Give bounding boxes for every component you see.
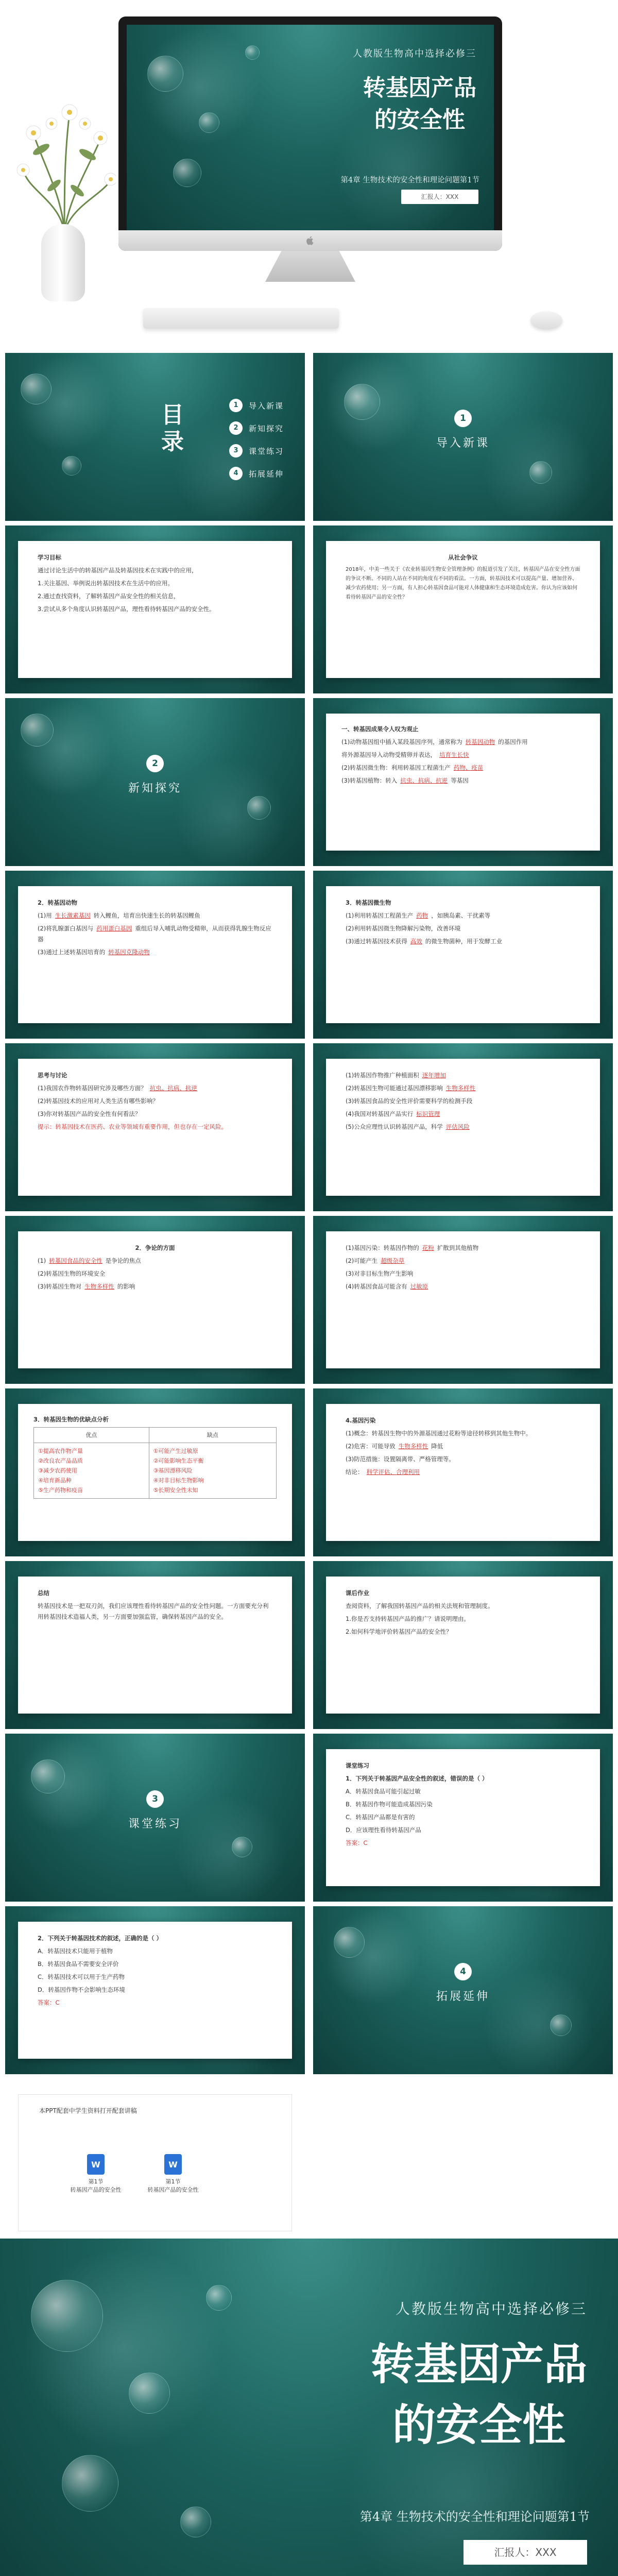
files-note: 本PPT配套中学生资料打开配套讲稿 — [39, 2107, 137, 2114]
section-title: 课堂练习 — [128, 1818, 182, 1831]
content-card — [326, 1059, 600, 1196]
svg-text:W: W — [168, 2160, 178, 2170]
slide-section-3 — [5, 1734, 305, 1902]
toc-number: 2 — [229, 421, 243, 435]
answer: 答案：C — [38, 1999, 60, 2006]
section-number: 4 — [454, 1963, 472, 1980]
table-header: 优点 — [34, 1428, 149, 1443]
answer: 答案：C — [346, 1839, 368, 1846]
bubble-decoration — [247, 796, 271, 820]
hero-subtitle: 人教版生物高中选择必修三 — [353, 48, 476, 59]
option: C．转基因技术可以用于生产药物 — [38, 1973, 125, 1980]
file-label-line1: 第1节 — [88, 2178, 104, 2185]
comparison-table — [33, 1427, 277, 1499]
toc-label: 课堂练习 — [249, 446, 284, 456]
content-card — [326, 1749, 600, 1886]
apple-logo-icon — [305, 235, 315, 246]
content-card — [326, 886, 600, 1023]
slide-files — [5, 2079, 305, 2247]
bubble-decoration — [62, 2455, 118, 2512]
content-card — [18, 1231, 292, 1368]
card-line: (2)危害：可能导致 生物多样性 降低 — [346, 1443, 443, 1450]
card-heading: 2．转基因动物 — [38, 899, 78, 906]
slide-toc — [5, 353, 305, 521]
toc-label: 拓展延伸 — [249, 469, 284, 479]
word-file-icon — [164, 2154, 182, 2175]
toc-item[interactable] — [229, 462, 284, 485]
file-label-line1: 第1节 — [165, 2178, 181, 2185]
hero-chapter: 第4章 生物技术的安全性和理论问题第1节 — [340, 176, 479, 184]
flower-bouquet-image — [13, 93, 116, 232]
option: A．转基因食品可能引起过敏 — [346, 1788, 421, 1795]
card-line: (5)公众应理性认识转基因产品，科学 评估风险 — [346, 1123, 470, 1130]
card-line: 通过讨论生活中的转基因产品及转基因技术在实践中的应用， — [38, 567, 198, 574]
svg-text:W: W — [91, 2160, 100, 2170]
bubble-decoration — [147, 56, 183, 92]
section-header — [313, 1963, 613, 2004]
bubble-decoration — [232, 1837, 252, 1857]
bubble-decoration — [245, 45, 260, 60]
card-paragraph: 转基因技术是一把双刃剑，我们应该理性看待转基因产品的安全性问题。一方面要充分利用转基因技术造福人类，另一方面要加强监管，确保转基因产品的安全。 — [38, 1602, 269, 1620]
card-line: (1)用 生长激素基因 转入鲤鱼，培育出快速生长的转基因鲤鱼 — [38, 912, 200, 919]
card-line: (4)转基因食品可能含有 过敏原 — [346, 1283, 428, 1290]
card-line: (2)可能产生 超级杂草 — [346, 1257, 405, 1264]
card-heading: 3．转基因微生物 — [346, 899, 391, 906]
slide-q4 — [313, 1043, 613, 1211]
slide-summary — [5, 1561, 305, 1729]
toc-item[interactable] — [229, 394, 284, 417]
option: D．转基因作物不会影响生态环境 — [38, 1986, 125, 1993]
card-heading: 总结 — [38, 1589, 49, 1597]
bubble-decoration — [334, 1927, 365, 1958]
section-number: 2 — [146, 755, 164, 772]
slide-q3 — [313, 871, 613, 1039]
card-line: (1)基因污染：转基因作物的 花粉 扩散到其他植物 — [346, 1244, 479, 1251]
file-item[interactable] — [67, 2154, 124, 2194]
vase — [41, 224, 85, 301]
slide-section-2 — [5, 698, 305, 866]
card-line: (3)你对转基因产品的安全性有何看法？ — [38, 1110, 141, 1117]
files-card — [18, 2094, 292, 2231]
card-line: (1)概念：转基因生物中的外源基因通过花粉等途径转移到其他生物中。 — [346, 1430, 532, 1437]
hero-title-line1: 转基因产品 — [363, 75, 476, 101]
card-heading: 2．争论的方面 — [135, 1244, 175, 1251]
toc-label: 新知探究 — [249, 423, 284, 433]
slide-regulate — [313, 1388, 613, 1556]
bubble-decoration — [62, 456, 81, 476]
card-line: (2)利用转基因微生物降解污染物，改善环境 — [346, 925, 461, 932]
content-card — [18, 1922, 292, 2059]
card-line: (1) 转基因食品的安全性 是争论的焦点 — [38, 1257, 141, 1264]
card-heading: 3．转基因生物的优缺点分析 — [33, 1416, 109, 1423]
card-line: (1)我国农作物转基因研究涉及哪些方面？ 抗虫、抗病、抗逆 — [38, 1084, 197, 1092]
content-card — [326, 541, 600, 678]
monitor-screen — [127, 25, 494, 231]
hero-title — [363, 72, 476, 136]
slide-q2 — [5, 871, 305, 1039]
slide-homework — [313, 1561, 613, 1729]
card-line: (1)利用转基因工程菌生产 药物 ，如胰岛素、干扰素等 — [346, 912, 491, 919]
bubble-decoration — [21, 714, 54, 747]
card-line: (2)转基因微生物：利用转基因工程菌生产 药物、疫苗 — [341, 764, 484, 771]
card-line: 2.通过查找资料，了解转基因产品安全性的相关信息， — [38, 592, 180, 600]
card-heading: 课后作业 — [346, 1589, 369, 1597]
card-tip: 提示：转基因技术在医药、农业等领域有重要作用，但也存在一定风险。 — [38, 1123, 227, 1130]
slide-table — [5, 1388, 305, 1556]
section-header — [313, 410, 613, 450]
content-card — [326, 1231, 600, 1368]
slide-exercise-1 — [313, 1734, 613, 1902]
monitor — [118, 16, 502, 251]
card-line: 查阅资料，了解我国转基因产品的相关法规和管理制度。 — [346, 1602, 494, 1609]
table-cell-cons: ①可能产生过敏原 ②可能影响生态平衡 ③基因漂移风险 ④对非目标生物影响 ⑤长期安全性未知 — [149, 1443, 276, 1499]
card-heading: 学习目标 — [38, 554, 61, 561]
card-line: 3.尝试从多个角度认识转基因产品，理性看待转基因产品的安全性。 — [38, 605, 215, 613]
bubble-decoration — [31, 1759, 65, 1793]
card-line: (3)转基因生物对 生物多样性 的影响 — [38, 1283, 135, 1290]
card-line: (3)对非目标生物产生影响 — [346, 1270, 414, 1277]
toc-number: 1 — [229, 399, 243, 412]
hero-reporter: 汇报人：XXX — [401, 190, 478, 204]
toc-title: 目录 — [161, 402, 184, 455]
option: A．转基因技术只能用于植物 — [38, 1947, 113, 1955]
section-number: 3 — [146, 1790, 164, 1808]
section-title: 导入新课 — [436, 437, 490, 450]
content-card — [18, 1404, 292, 1541]
bubble-decoration — [529, 461, 552, 484]
bubble-decoration — [199, 112, 219, 133]
slide-debate — [5, 1216, 305, 1384]
card-line: (2)转基因技术的应用对人类生活有哪些影响？ — [38, 1097, 159, 1105]
banner-reporter: 汇报人：XXX — [464, 2540, 587, 2565]
card-heading: 4.基因污染 — [346, 1417, 376, 1424]
table-header: 缺点 — [149, 1428, 276, 1443]
slide-section-4 — [313, 1906, 613, 2074]
card-line: 1.你是否支持转基因产品的推广？请说明理由。 — [346, 1615, 470, 1622]
option: C．转基因产品都是有害的 — [346, 1814, 415, 1821]
question: 1．下列关于转基因产品安全性的叙述，错误的是（ ） — [346, 1775, 488, 1782]
question: 2．下列关于转基因技术的叙述，正确的是（ ） — [38, 1935, 163, 1942]
bubble-decoration — [206, 2285, 232, 2311]
content-card — [326, 1577, 600, 1714]
bubble-decoration — [21, 374, 52, 404]
option: B．转基因作物可能造成基因污染 — [346, 1801, 433, 1808]
keyboard — [143, 308, 339, 329]
slide-q1 — [313, 698, 613, 866]
toc-label: 导入新课 — [249, 401, 284, 411]
section-number: 1 — [454, 410, 472, 427]
bubble-decoration — [173, 159, 201, 187]
card-heading: 一、转基因成果令人叹为观止 — [341, 725, 419, 733]
section-title: 拓展延伸 — [436, 1990, 490, 2003]
section-title: 新知探究 — [128, 782, 182, 795]
content-card — [18, 1059, 292, 1196]
card-line: (1)动物基因组中插入某段基因序列，通常称为 转基因动物 的基因作用 — [341, 738, 528, 745]
card-line: (4)我国对转基因产品实行 标识管理 — [346, 1110, 440, 1117]
card-heading: 课堂练习 — [346, 1762, 369, 1769]
content-card — [18, 886, 292, 1023]
card-line: 将外源基因导入动物受精卵并表达， 培育生长快 — [341, 751, 469, 758]
card-line: (2)转基因生物的环境安全 — [38, 1270, 106, 1277]
card-line: (3)转基因植物：转入 抗虫、抗病、抗逆 等基因 — [341, 777, 469, 784]
file-label-line2: 转基因产品的安全性 — [147, 2187, 199, 2193]
section-header — [5, 1790, 305, 1831]
banner-title — [371, 2334, 587, 2455]
option: D．应该理性看待转基因产品 — [346, 1826, 421, 1834]
hero-mockup — [0, 0, 618, 345]
toc-list — [229, 394, 284, 485]
card-line: (2)将乳腺蛋白基因与 药用蛋白基因 重组后导入哺乳动物受精卵，从而获得乳腺生物反应器 — [38, 925, 271, 943]
slide-exercise-2 — [5, 1906, 305, 2074]
card-line: (3)通过转基因技术获得 高效 的微生物菌种，用于发酵工业 — [346, 938, 503, 945]
card-line: 2.如何科学地评价转基因产品的安全性？ — [346, 1628, 452, 1635]
table-cell-pros: ①提高农作物产量 ②改良农产品品质 ③减少农药使用 ④培育新品种 ⑤生产药物和疫苗 — [34, 1443, 149, 1499]
bubble-decoration — [180, 2506, 211, 2537]
slide-q5 — [313, 1216, 613, 1384]
slide-section-1 — [313, 353, 613, 521]
word-file-icon — [87, 2154, 105, 2175]
content-card — [326, 714, 600, 851]
content-card — [326, 1404, 600, 1541]
card-line: (2)转基因生物可能通过基因漂移影响 生物多样性 — [346, 1084, 476, 1092]
banner-title-line1: 转基因产品 — [370, 2339, 587, 2389]
toc-number: 3 — [229, 444, 243, 457]
card-heading: 思考与讨论 — [38, 1072, 67, 1079]
card-line: 结论： 科学评估、合理利用 — [346, 1468, 420, 1476]
banner-chapter: 第4章 生物技术的安全性和理论问题第1节 — [359, 2510, 590, 2524]
card-line: (1)转基因作物推广种植面积 逐年增加 — [346, 1072, 446, 1079]
bubble-decoration — [129, 2372, 170, 2414]
card-paragraph: 2018年，中美一些关于《农业转基因生物安全管理条例》的报道引发了关注，转基因产品在安全性方面的争议不断。不同的人站在不同的角度有不同的看法。一方面，转基因技术可以提高产量、增加营养、减少农药使用；另一方面，有人担心转基因食品可能对人体健康和生态环境造成危害。你认为应该如何看待转基因产品的安全性？ — [346, 567, 580, 600]
slide-think — [5, 1043, 305, 1211]
content-card — [18, 1577, 292, 1714]
card-line: (3)防范措施：设置隔离带、严格管理等。 — [346, 1455, 455, 1463]
monitor-chin — [118, 230, 502, 251]
banner-title-line2: 的安全性 — [392, 2400, 565, 2450]
closing-banner — [0, 2239, 618, 2576]
mouse — [530, 311, 562, 330]
slide-intro — [313, 526, 613, 693]
section-header — [5, 755, 305, 795]
bubble-decoration — [31, 2280, 103, 2352]
file-item[interactable] — [145, 2154, 201, 2194]
toc-number: 4 — [229, 467, 243, 480]
card-line: 1.关注基因、举例说出转基因技术在生活中的应用。 — [38, 580, 174, 587]
toc-item[interactable] — [229, 439, 284, 462]
card-line: (3)通过上述转基因培育的 转基因克隆动物 — [38, 948, 150, 956]
option: B．转基因食品不需要安全评价 — [38, 1960, 119, 1968]
content-card — [18, 541, 292, 678]
banner-subtitle: 人教版生物高中选择必修三 — [395, 2300, 587, 2317]
card-heading: 从社会争议 — [448, 554, 478, 561]
card-line: (3)转基因食品的安全性评价需要科学的检测手段 — [346, 1097, 473, 1105]
bubble-decoration — [550, 2014, 572, 2036]
slide-goals — [5, 526, 305, 693]
file-label-line2: 转基因产品的安全性 — [70, 2187, 122, 2193]
hero-title-line2: 的安全性 — [374, 107, 465, 133]
toc-item[interactable] — [229, 417, 284, 439]
monitor-stand — [265, 251, 355, 282]
